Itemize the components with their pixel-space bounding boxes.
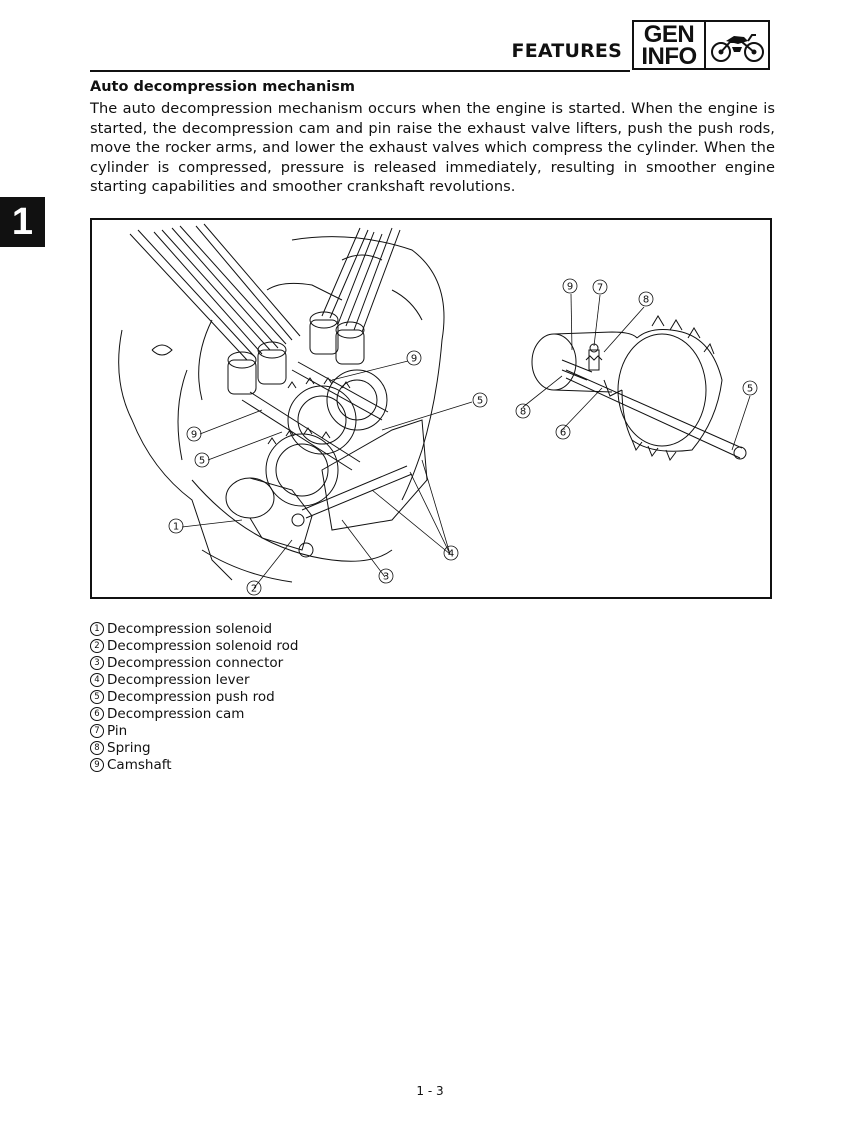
callout-label: 3 xyxy=(382,571,390,583)
badge-line-info: INFO xyxy=(641,43,697,70)
parts-legend xyxy=(90,620,298,773)
callout-label: 9 xyxy=(566,281,574,293)
legend-item xyxy=(90,739,298,756)
legend-number: 7 xyxy=(90,724,104,738)
legend-number: 4 xyxy=(90,673,104,687)
legend-item xyxy=(90,722,298,739)
callout-label: 8 xyxy=(519,406,527,418)
callout-label: 7 xyxy=(596,282,604,294)
motorcycle-icon xyxy=(708,27,768,65)
legend-item xyxy=(90,705,298,722)
callout-label: 5 xyxy=(476,395,484,407)
page-number: 1 - 3 xyxy=(416,1084,444,1098)
section-title: Auto decompression mechanism xyxy=(90,79,355,95)
legend-item xyxy=(90,637,298,654)
legend-label: Decompression cam xyxy=(107,705,245,722)
legend-number: 6 xyxy=(90,707,104,721)
legend-item xyxy=(90,671,298,688)
callout-label: 5 xyxy=(746,383,754,395)
legend-number: 9 xyxy=(90,758,104,772)
badge-line-gen: GEN xyxy=(643,21,695,48)
section-body: The auto decompression mechanism occurs when the engine is started. When the engine is started, the decompression cam and pin raise the exhaust valve lifters, push the push rods, move the rocker arms, and lower the exhaust valves which compress the cylinder. When the cylinder is compressed, pressure is released immediately, resulting in smoother engine starting capabilities and smoother crankshaft revolutions. xyxy=(90,100,775,196)
legend-label: Decompression solenoid xyxy=(107,620,273,637)
callout-label: 2 xyxy=(250,583,258,595)
legend-number: 1 xyxy=(90,622,104,636)
header-title: FEATURES xyxy=(511,40,622,62)
callout-label: 1 xyxy=(172,521,180,533)
gen-info-text xyxy=(634,22,706,68)
callout-label: 9 xyxy=(190,429,198,441)
legend-label: Decompression push rod xyxy=(107,688,275,705)
legend-item xyxy=(90,654,298,671)
callout-label: 9 xyxy=(410,353,418,365)
legend-item xyxy=(90,756,298,773)
gen-info-badge xyxy=(632,20,770,70)
callout-markers xyxy=(169,279,757,595)
callout-label: 6 xyxy=(559,427,567,439)
legend-item xyxy=(90,620,298,637)
chapter-tab: 1 xyxy=(0,197,45,247)
legend-label: Decompression lever xyxy=(107,671,250,688)
legend-number: 5 xyxy=(90,690,104,704)
header-rule xyxy=(90,70,630,72)
callout-label: 5 xyxy=(198,455,206,467)
legend-label: Decompression connector xyxy=(107,654,284,671)
legend-label: Camshaft xyxy=(107,756,172,773)
legend-number: 2 xyxy=(90,639,104,653)
callout-label: 8 xyxy=(642,294,650,306)
legend-label: Pin xyxy=(107,722,128,739)
callout-label: 4 xyxy=(447,548,455,560)
legend-number: 3 xyxy=(90,656,104,670)
legend-item xyxy=(90,688,298,705)
legend-number: 8 xyxy=(90,741,104,755)
decompression-figure xyxy=(90,218,772,599)
legend-label: Decompression solenoid rod xyxy=(107,637,299,654)
engine-illustration xyxy=(92,220,770,597)
legend-label: Spring xyxy=(107,739,151,756)
